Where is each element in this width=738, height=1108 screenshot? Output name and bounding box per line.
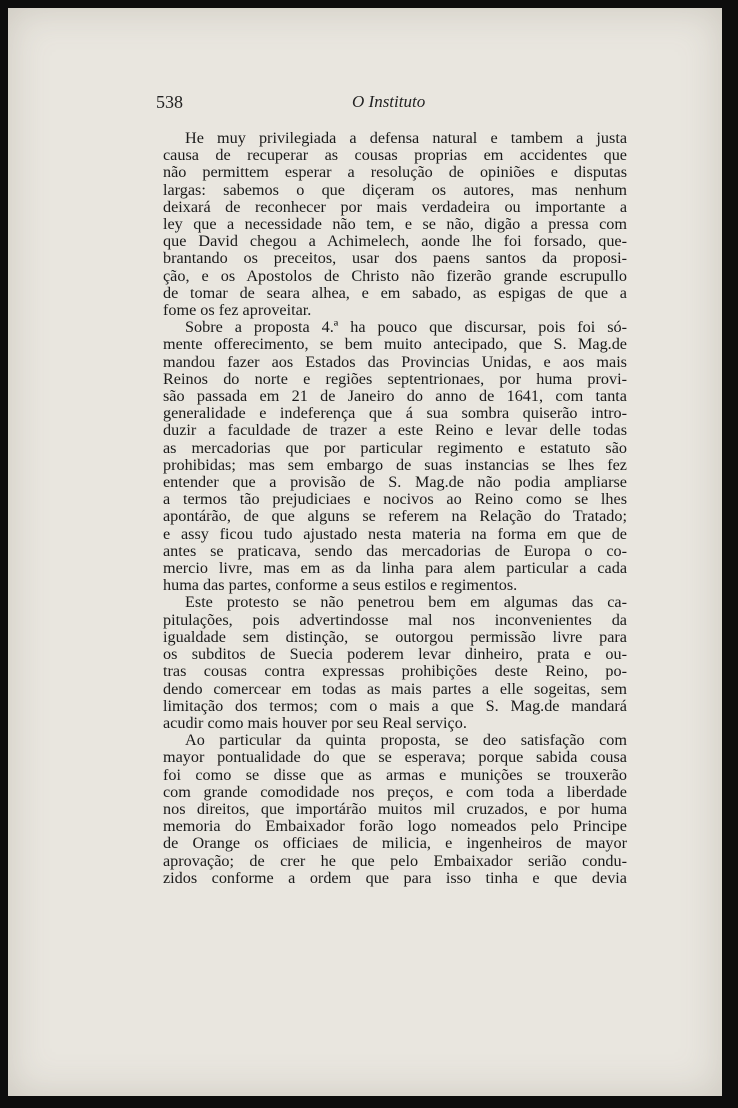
text-line: foi como se disse que as armas e munições se trouxerão (163, 765, 627, 784)
text-line: causa de recuperar as cousas proprias em accidentes que (163, 146, 627, 165)
text-line: acudir como mais houver por seu Real serviço. (163, 713, 467, 732)
text-line: mente offerecimento, se bem muito antecipado, que S. Mag.de (163, 335, 627, 354)
text-line: ção, e os Apostolos de Christo não fizerão grande escrupullo (163, 266, 627, 285)
text-line: nos direitos, que importárão muitos mil cruzados, e por huma (163, 799, 627, 818)
running-title: O Instituto (352, 92, 426, 111)
text-line: não permittem esperar a resolução de opiniões e disputas (163, 163, 627, 182)
text-line: mandou fazer aos Estados das Provincias Unidas, e aos mais (163, 352, 627, 371)
text-line: memoria do Embaixador forão logo nomeados pelo Principe (163, 817, 627, 836)
text-line: antes se praticava, sendo das mercadorias de Europa o co- (163, 541, 627, 560)
text-line: tras cousas contra expressas prohibições deste Reino, po- (163, 662, 627, 681)
text-line: limitação dos termos; com o mais a que S. Mag.de mandará (163, 696, 627, 715)
text-line: Este protesto se não penetrou bem em algumas das ca- (185, 593, 627, 612)
text-line: com grande comodidade nos preços, e com toda a liberdade (163, 782, 627, 801)
text-line: mercio livre, mas em as da linha para alem particular a cada (163, 559, 627, 578)
book-page (8, 8, 722, 1096)
text-line: ley que a necessidade não tem, e se não, digão a pressa com (163, 215, 627, 234)
page-header (8, 90, 722, 118)
text-line: pitulações, pois advertindosse mal nos inconvenientes da (163, 610, 627, 629)
text-line: dendo comercear em todas as mais partes a elle sogeitas, sem (163, 679, 627, 698)
text-line: generalidade e indeferença que á sua sombra quiserão intro- (163, 404, 627, 423)
text-line: igualdade sem distinção, se outorgou permissão livre para (163, 627, 627, 646)
text-line: deixará de reconhecer por mais verdadeira ou importante a (163, 197, 627, 216)
text-line: entender que a provisão de S. Mag.de não podia ampliarse (163, 473, 627, 492)
body-text (163, 130, 627, 887)
text-line: mayor pontualidade do que se esperava; porque sabida cousa (163, 748, 627, 767)
text-line: Sobre a proposta 4.ª ha pouco que discursar, pois foi só- (185, 318, 627, 337)
text-line: largas: sabemos o que diçeram os autores, mas nenhum (163, 180, 627, 199)
text-line: prohibidas; mas sem embargo de suas instancias se lhes fez (163, 455, 627, 474)
text-line: os subditos de Suecia poderem levar dinheiro, prata e ou- (163, 645, 627, 664)
text-line: que David chegou a Achimelech, aonde lhe foi forsado, que- (163, 232, 627, 251)
text-line: huma das partes, conforme a seus estilos e regimentos. (163, 576, 518, 595)
text-line: fome os fez aproveitar. (163, 301, 312, 320)
text-line: a termos tão prejudiciaes e nocivos ao Reino como se lhes (163, 490, 627, 509)
text-line: de Orange os officiaes de milicia, e ingenheiros de mayor (163, 834, 627, 853)
text-line: as mercadorias que por particular regimento e estatuto são (163, 438, 627, 457)
text-line: aprovação; de crer he que pelo Embaixador serião condu- (163, 851, 627, 870)
text-line: Reinos do norte e regiões septentrionaes, por huma provi- (163, 369, 627, 388)
text-line: e assy ficou tudo ajustado nesta materia na forma em que de (163, 524, 627, 543)
text-line: zidos conforme a ordem que para isso tinha e que devia (163, 868, 627, 887)
text-line: apontárão, de que alguns se referem na Relação do Tratado; (163, 507, 627, 526)
text-line: He muy privilegiada a defensa natural e tambem a justa (185, 129, 627, 147)
text-line: de tomar de seara alhea, e em sabado, as espigas de que a (163, 283, 627, 302)
text-line: Ao particular da quinta proposta, se deo satisfação com (185, 731, 627, 750)
text-line: duzir a faculdade de trazer a este Reino e levar delle todas (163, 421, 627, 440)
text-line: brantando os preceitos, usar dos paens santos da proposi- (163, 249, 627, 268)
page-number: 538 (156, 92, 183, 112)
text-line: são passada em 21 de Janeiro do anno de 1641, com tanta (163, 387, 627, 406)
